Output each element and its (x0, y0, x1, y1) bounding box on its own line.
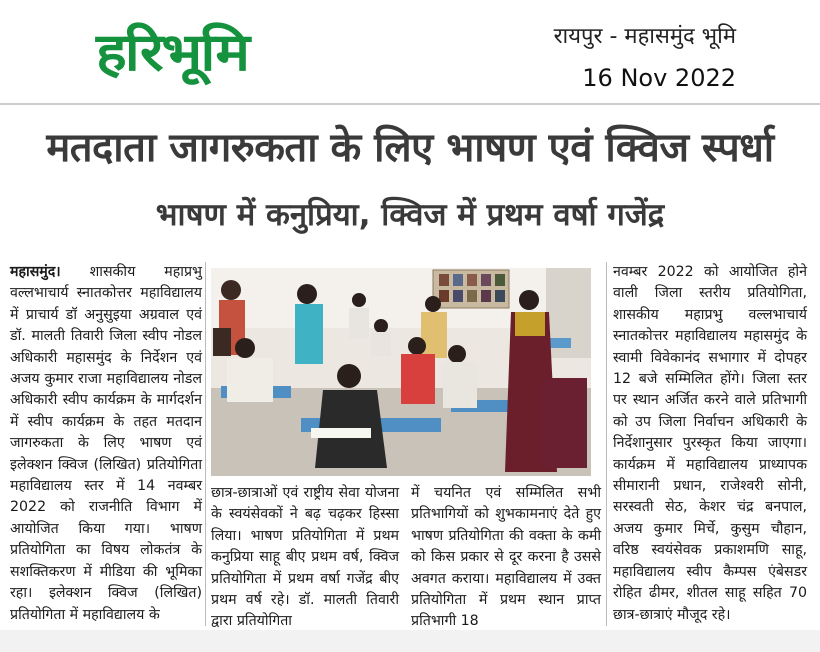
article-column-1 (10, 262, 202, 626)
column-divider (205, 262, 206, 626)
page-bottom-strip (0, 630, 820, 652)
column-3-text: में चयनित एवं सम्मिलित सभी प्रतिभागियों को शुभकामनाएं देते हुए भाषण प्रतियोगिता की वक्ता के कमी को किस प्रकार से दूर करना है उससे अवगत कराया। महाविद्यालय में उक्त प्रतियोगिता में प्रथम स्थान प्राप्त प्रतिभागी 18 (411, 485, 601, 630)
edition-date: 16 Nov 2022 (582, 64, 736, 92)
article-column-4 (613, 262, 807, 626)
article-photo (211, 268, 591, 476)
newspaper-logo: हरिभूमि (96, 21, 249, 83)
dateline: महासमुंद। (10, 264, 61, 280)
masthead (0, 0, 820, 104)
article-column-2 (211, 483, 399, 633)
column-4-text: नवम्बर 2022 को आयोजित होने वाली जिला स्तरीय प्रतियोगिता, शासकीय महाप्रभु वल्लभाचार्य स्नातकोत्तर महाविद्यालय महासमुंद के स्वामी विवेकानंद सभागार में दोपहर 12 बजे सम्मिलित होंगे। जिला स्तर पर स्थान अर्जित करने वाले प्रतिभागी को उप जिला निर्वाचन अधिकारी के निर्देशानुसार पुरस्कृत किया जाएगा। कार्यक्रम में महाविद्यालय प्राध्यापक सीमारानी प्रधान, राजेश्वरी सोनी, सरस्वती सेठ, केशर चंद्र बनपाल, अजय कुमार मिर्चे, कुसुम चौहान, वरिष्ठ स्वयंसेवक प्रकाशमणि साहू, महाविद्यालय स्वीप कैम्पस एंबेसडर रोहित ढीमर, शीतल साहू सहित 70 छात्र-छात्राएं मौजूद रहे। (613, 264, 807, 623)
edition-name: रायपुर - महासमुंद भूमि (553, 24, 736, 49)
column-divider (606, 262, 607, 626)
article-column-3 (411, 483, 601, 633)
column-2-text: छात्र-छात्राओं एवं राष्ट्रीय सेवा योजना के स्वयंसेवकों ने बढ़ चढ़कर हिस्सा लिया। भाषण प्रतियोगिता में प्रथम कनुप्रिया साहू बीए प्रथम वर्ष, क्विज प्रतियोगिता में प्रथम वर्षा गजेंद्र बीए प्रथम वर्ष रहे। डॉ. मालती तिवारी द्वारा प्रतियोगिता (211, 485, 399, 630)
column-1-text: शासकीय महाप्रभु वल्लभाचार्य स्नातकोत्तर महाविद्यालय में प्राचार्य डॉ अनुसुइया अग्रवाल एवं डॉ. मालती तिवारी जिला स्वीप नोडल अधिकारी महासमुंद के निर्देशन एवं अजय कुमार राजा महाविद्यालय नोडल अधिकारी स्वीप कार्यक्रम के मार्गदर्शन में स्वीप कार्यक्रम के तहत मतदान जागरुकता के लिए भाषण एवं इलेक्शन क्विज (लिखित) प्रतियोगिता महाविद्यालय स्तर में 14 नवम्बर 2022 को राजनीति विभाग में आयोजित किया गया। भाषण प्रतियोगिता का विषय लोकतंत्र के सशक्तिकरण में मीडिया की भूमिका रहा। इलेक्शन क्विज (लिखित) प्रतियोगिता में महाविद्यालय के (10, 264, 203, 623)
article-headline: मतदाता जागरुकता के लिए भाषण एवं क्विज स्पर्धा (46, 125, 774, 171)
masthead-divider (0, 103, 820, 105)
article-subheadline: भाषण में कनुप्रिया, क्विज में प्रथम वर्षा गजेंद्र (155, 197, 665, 233)
classroom-photo-illustration (211, 268, 591, 476)
